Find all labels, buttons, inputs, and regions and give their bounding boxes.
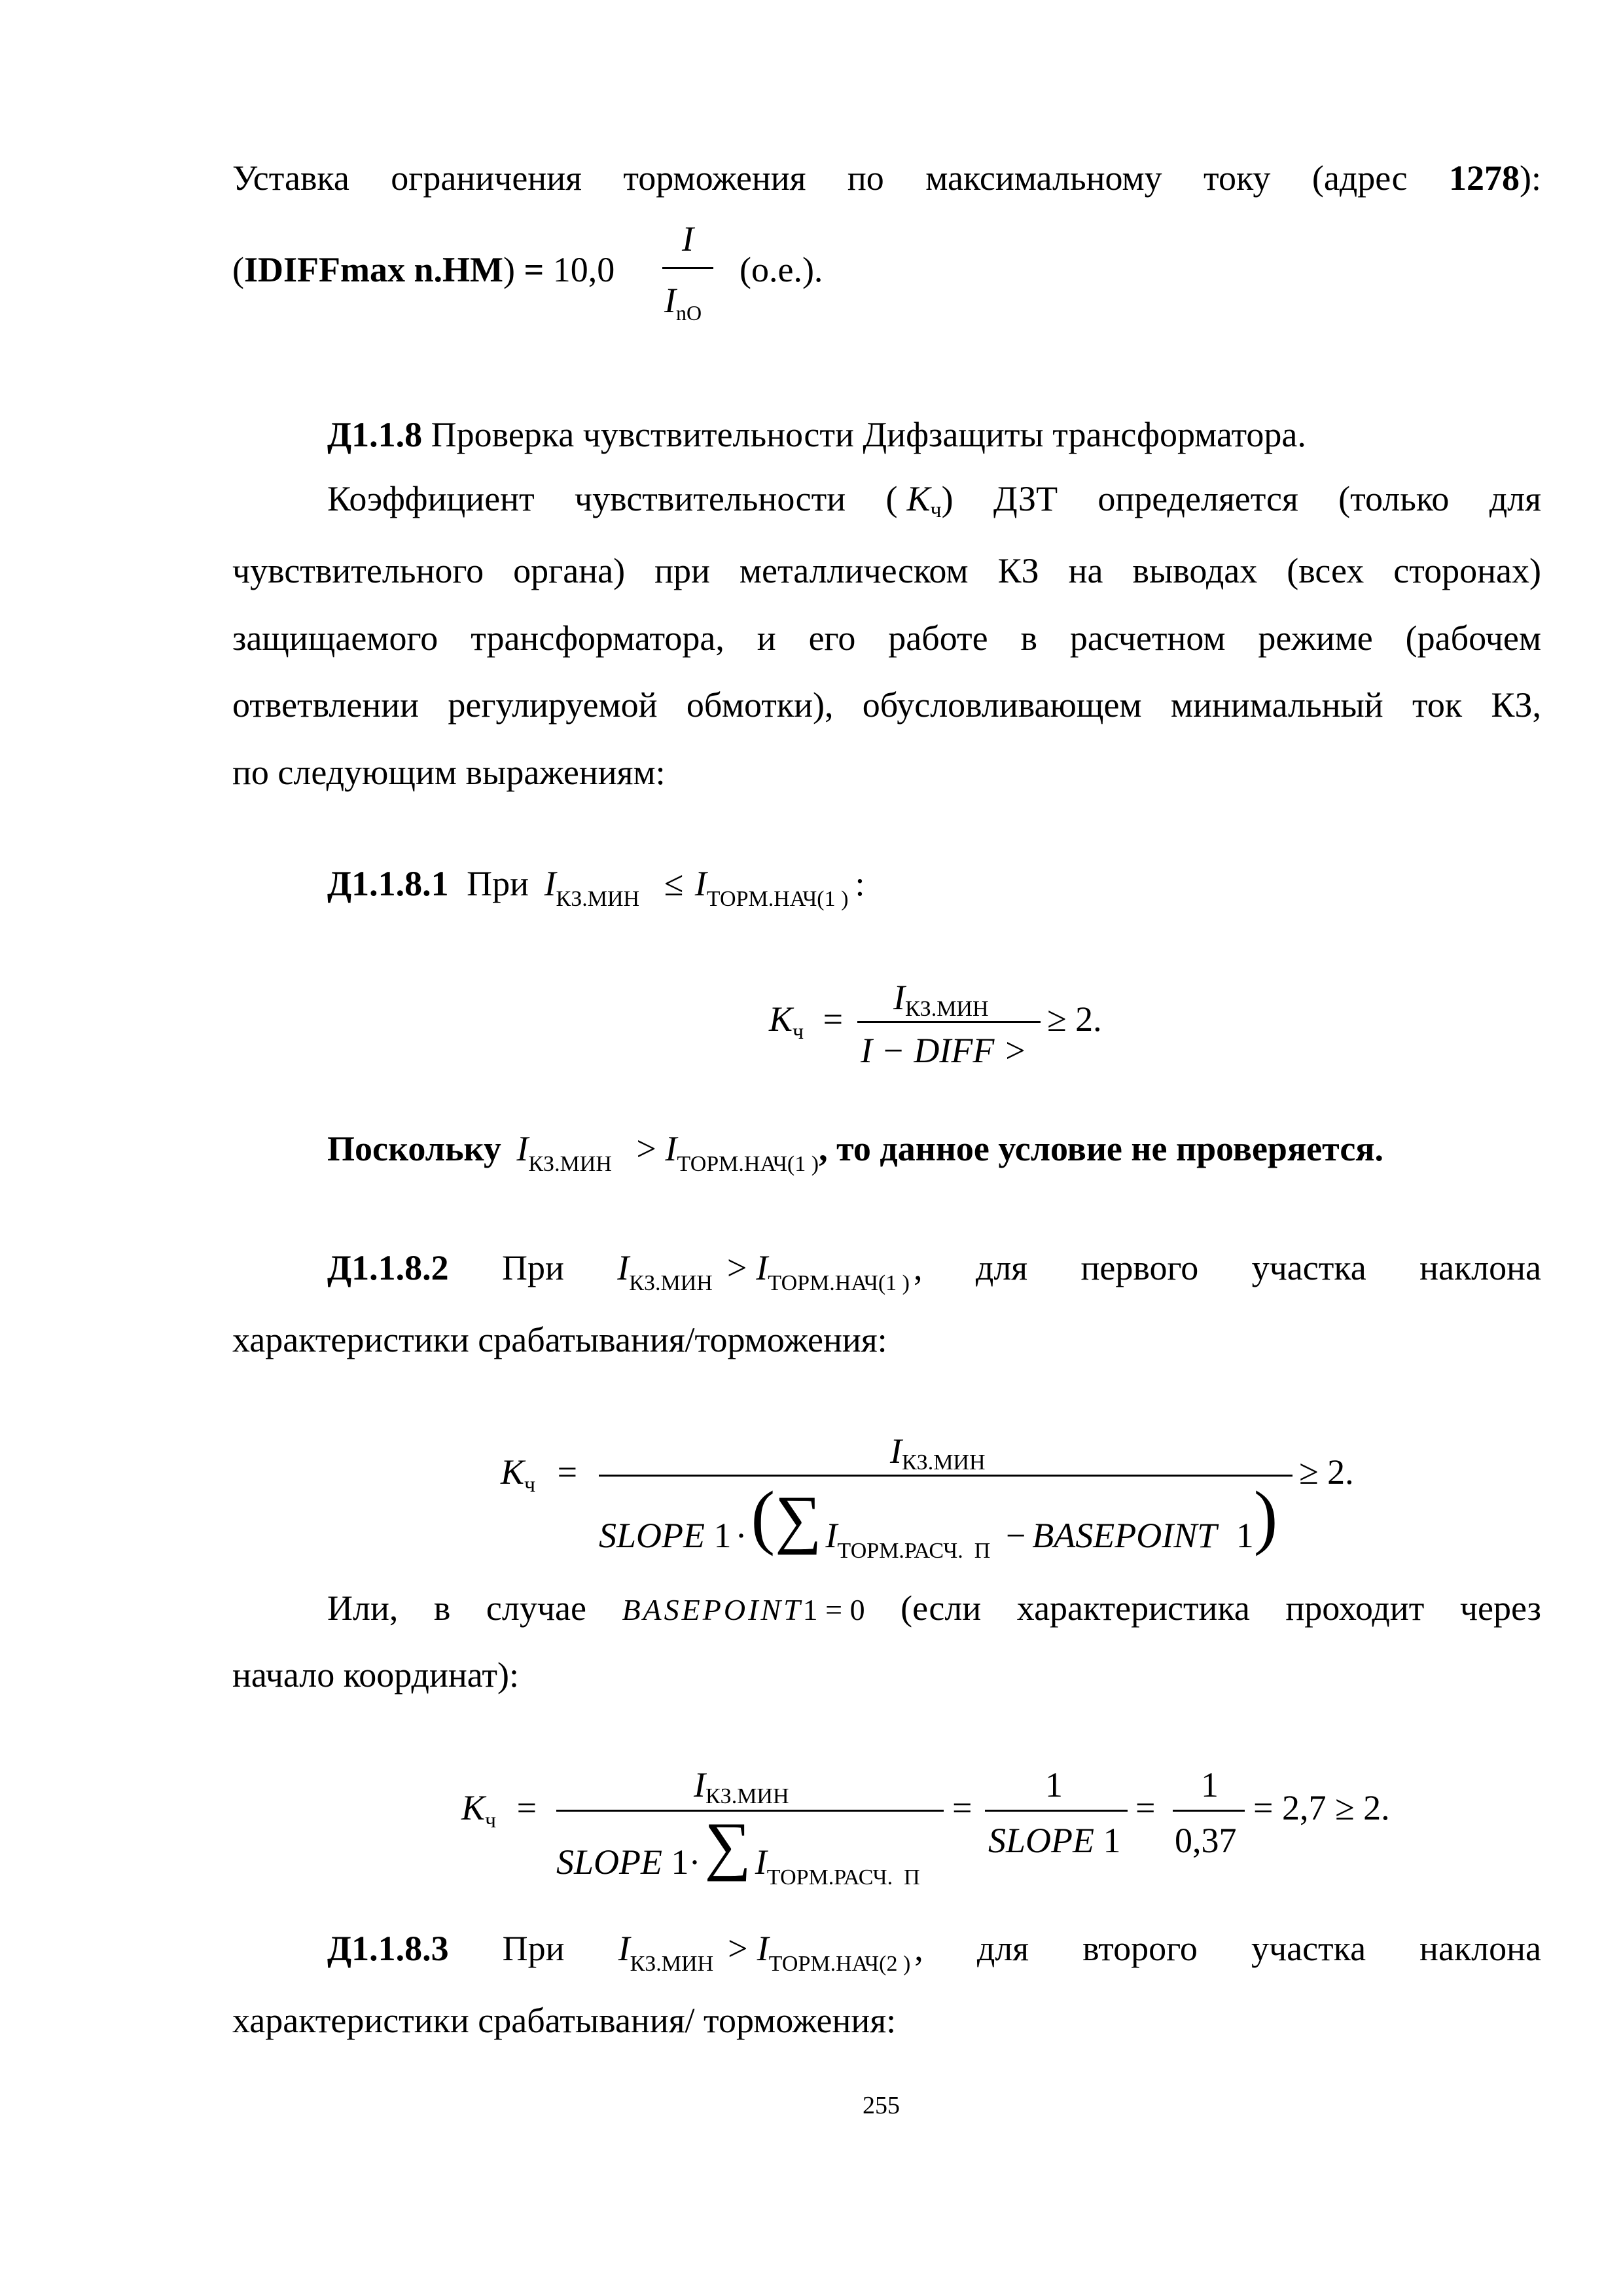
- paren-close: ): [503, 250, 515, 289]
- equals-sign: =: [516, 1788, 537, 1827]
- gt-sign: >: [726, 1248, 747, 1287]
- formula-2-rhs: ≥ 2.: [1299, 1452, 1354, 1492]
- section-1182-line-1: [327, 1248, 1541, 1295]
- setting-line-1: [232, 160, 1541, 196]
- comma: ,: [914, 1929, 923, 1968]
- paragraph-line-5: по следующим выражениям:: [232, 753, 666, 792]
- when-word: При: [502, 1929, 565, 1968]
- i-symbol: I: [825, 1516, 838, 1555]
- i-symbol: I: [516, 1129, 529, 1168]
- torm-sub: ТОРМ.НАЧ(1 ): [677, 1152, 819, 1176]
- k-sens-inline: [885, 479, 954, 522]
- formula-2-fraction-bar: [599, 1475, 1293, 1477]
- dot-operator: ·: [735, 1516, 747, 1555]
- word: Коэффициент: [327, 479, 535, 518]
- formula-3-frac3-den: 0,37: [1175, 1821, 1237, 1860]
- colon: ):: [1520, 158, 1541, 198]
- formula-3-fraction-bar-3: [1173, 1810, 1245, 1812]
- section-number: Д1.1.8.1: [327, 864, 449, 903]
- formula-2-numerator: [890, 1431, 986, 1475]
- minus-sign: −: [1005, 1516, 1026, 1555]
- setting-value: 10,0: [544, 250, 615, 289]
- or-case-line-2: начало координат):: [232, 1655, 519, 1695]
- den-sub: nO: [675, 301, 702, 325]
- unit-label: (о.е.).: [740, 250, 823, 289]
- paren: (: [885, 479, 898, 518]
- param-name: IDIFFmax n.HM: [243, 250, 503, 289]
- paren: ): [941, 479, 954, 518]
- page-number: 255: [863, 2092, 900, 2119]
- i-symbol: I: [890, 1431, 902, 1471]
- gt-sign: >: [728, 1929, 748, 1968]
- k-symbol: K: [769, 999, 793, 1039]
- word: Или,: [327, 1588, 399, 1628]
- le-sign: ≤: [664, 864, 684, 903]
- word: для: [976, 1929, 1029, 1968]
- section-1183-line-2: характеристики срабатывания/ торможения:: [232, 2001, 897, 2040]
- formula-3-frac2-num: 1: [1045, 1765, 1063, 1804]
- i-symbol: I: [756, 1248, 768, 1287]
- slope-index: 1·: [671, 1842, 701, 1882]
- i-symbol: I: [694, 864, 707, 903]
- since-word: Поскольку: [327, 1129, 501, 1168]
- word: наклона: [1419, 1248, 1541, 1287]
- k-symbol: K: [501, 1452, 525, 1492]
- k-symbol: K: [906, 479, 931, 518]
- i-symbol: I: [617, 1248, 630, 1287]
- i-symbol: I: [665, 1129, 677, 1168]
- basepoint-index: 1: [1236, 1516, 1254, 1555]
- paren-open: (: [232, 250, 244, 289]
- formula-3-eq-3: =: [1135, 1788, 1156, 1827]
- kz-sub: КЗ.МИН: [556, 887, 640, 911]
- section-title: Проверка чувствительности Дифзащиты трансформатора.: [422, 415, 1306, 454]
- frac-numerator: I: [682, 219, 694, 259]
- section-1182-line-2: характеристики срабатывания/торможения:: [232, 1320, 887, 1359]
- den-I: I: [664, 281, 676, 320]
- kz-sub: КЗ.МИН: [901, 1450, 986, 1475]
- slope-symbol: SLOPE: [556, 1842, 662, 1882]
- word: характеристика: [1016, 1588, 1250, 1628]
- formula-3-result: = 2,7 ≥ 2.: [1253, 1788, 1390, 1827]
- formula-3-frac3-num: 1: [1201, 1765, 1219, 1804]
- conclusion-text: , то данное условие не проверяется.: [819, 1129, 1383, 1168]
- when-word: При: [467, 864, 529, 903]
- formula-2-lhs: [501, 1452, 578, 1497]
- k-sub: ч: [930, 498, 942, 522]
- i-symbol: I: [618, 1929, 630, 1968]
- k-symbol: K: [461, 1788, 486, 1827]
- colon: :: [855, 864, 865, 903]
- word: (если: [901, 1588, 982, 1628]
- formula-2-denominator: [599, 1477, 1278, 1563]
- kz-sub: КЗ.МИН: [705, 1784, 789, 1808]
- word: ДЗТ: [993, 479, 1058, 518]
- left-paren: (: [751, 1477, 776, 1556]
- word: определяется: [1097, 479, 1298, 518]
- word: проходит: [1285, 1588, 1425, 1628]
- basepoint-value: 1 = 0: [802, 1593, 865, 1626]
- word: (только: [1338, 479, 1450, 518]
- equals-sign: =: [557, 1452, 578, 1492]
- i-symbol: I: [757, 1929, 769, 1968]
- basepoint-symbol: BASEPOINT: [1032, 1516, 1217, 1555]
- torm-calc-sub: ТОРМ.РАСЧ. П: [766, 1865, 920, 1890]
- comma: ,: [913, 1248, 923, 1287]
- paragraph-line-4: ответвлении регулируемой обмотки), обусловливающем минимальный ток КЗ,: [232, 685, 1541, 725]
- i-symbol: I: [755, 1842, 767, 1882]
- address-value: 1278: [1449, 158, 1520, 198]
- k-sub: ч: [793, 1020, 804, 1044]
- paragraph-line-3: защищаемого трансформатора, и его работе в расчетном режиме (рабочем: [232, 619, 1541, 658]
- basepoint-symbol: BASEPOINT: [622, 1593, 803, 1626]
- basepoint-condition: [622, 1595, 865, 1625]
- word: чувствительности: [574, 479, 846, 518]
- word: второго: [1082, 1929, 1198, 1968]
- formula-1-lhs: [769, 999, 844, 1044]
- paragraph-line-2: чувствительного органа) при металлическом КЗ на выводах (всех сторонах): [232, 551, 1541, 590]
- formula-1-fraction-bar: [857, 1021, 1041, 1023]
- i-symbol: I: [893, 978, 905, 1017]
- slope-symbol: SLOPE: [988, 1821, 1094, 1860]
- formula-1-numerator: [893, 978, 989, 1021]
- condition-expr: [617, 1248, 923, 1295]
- formula-3-eq-2: =: [952, 1788, 972, 1827]
- k-sub: ч: [524, 1473, 536, 1497]
- kz-sub: КЗ.МИН: [904, 997, 989, 1021]
- word: участка: [1251, 1929, 1366, 1968]
- torm-sub: ТОРМ.НАЧ(2 ): [768, 1952, 911, 1976]
- torm-calc-sub: ТОРМ.РАСЧ. П: [837, 1539, 991, 1563]
- section-1181-heading: [327, 864, 865, 911]
- word: для: [1489, 479, 1541, 518]
- section-number: Д1.1.8.2: [327, 1248, 449, 1287]
- k-sub: ч: [485, 1808, 497, 1833]
- or-case-line-1: [327, 1590, 1541, 1626]
- i-symbol: I: [694, 1765, 705, 1804]
- setting-line-2: (IDIFFmax n.HM) = 10,0: [232, 250, 615, 289]
- slope-index: 1: [713, 1516, 732, 1555]
- section-number: Д1.1.8: [327, 415, 423, 454]
- formula-3-fraction-bar-2: [985, 1810, 1128, 1812]
- slope-index: 1: [1103, 1821, 1121, 1860]
- section-1183-line-1: [327, 1929, 1541, 1976]
- word: через: [1459, 1588, 1541, 1628]
- sum-sign: ∑: [704, 1809, 751, 1882]
- sum-sign: ∑: [775, 1482, 822, 1555]
- condition-expr: [618, 1929, 923, 1976]
- fraction-bar: [662, 267, 713, 269]
- formula-3-lhs: [461, 1788, 537, 1833]
- when-word: При: [502, 1248, 564, 1287]
- formula-1-denominator: I − DIFF >: [861, 1031, 1027, 1070]
- setting-text: Уставка ограничения торможения по максимальному току (адрес: [232, 158, 1408, 198]
- word: первого: [1080, 1248, 1199, 1287]
- equals-sign: =: [823, 999, 844, 1039]
- word: участка: [1251, 1248, 1366, 1287]
- section-number: Д1.1.8.3: [327, 1929, 449, 1968]
- word: случае: [486, 1588, 586, 1628]
- gt-sign: >: [636, 1129, 656, 1168]
- formula-3-numerator: [694, 1765, 789, 1808]
- formula-3-denominator: [556, 1809, 920, 1890]
- frac-denominator: [664, 281, 702, 325]
- word: в: [433, 1588, 451, 1628]
- conclusion-line: [327, 1129, 1383, 1176]
- word: наклона: [1419, 1929, 1541, 1968]
- word: для: [975, 1248, 1028, 1287]
- right-paren: ): [1253, 1477, 1278, 1556]
- formula-3-frac2-den: [988, 1823, 1121, 1858]
- torm-sub: ТОРМ.НАЧ(1 ): [706, 887, 849, 911]
- slope-symbol: SLOPE: [599, 1516, 705, 1555]
- section-118-heading: [327, 417, 1306, 452]
- formula-1-rhs: ≥ 2.: [1047, 999, 1102, 1039]
- i-symbol: I: [544, 864, 556, 903]
- kz-sub: КЗ.МИН: [630, 1952, 714, 1976]
- kz-sub: КЗ.МИН: [528, 1152, 612, 1176]
- torm-sub: ТОРМ.НАЧ(1 ): [768, 1271, 910, 1295]
- kz-sub: КЗ.МИН: [629, 1271, 713, 1295]
- paragraph-line-1: [327, 479, 1541, 522]
